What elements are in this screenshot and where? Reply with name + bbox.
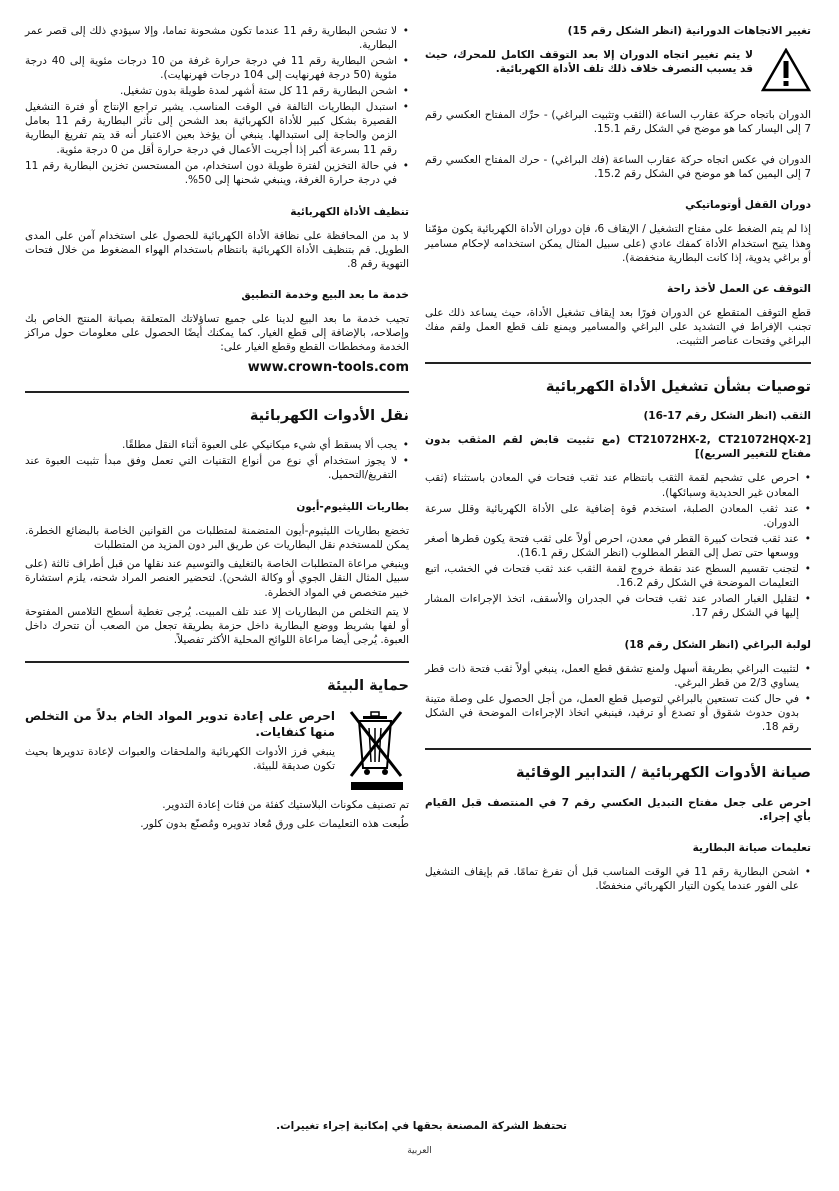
list-item: • اشحن البطارية رقم 11 في درجة حرارة غرفة من 10 درجات مئوية إلى 40 درجة مئوية (50 درجة فهرنهايت إلى 104 درجات فهرنهايت). [25, 54, 409, 82]
list-item: • احرص على تشحيم لقمة الثقب بانتظام عند ثقب فتحات في المعادن باستثناء (ثقب المعادن غير الحديدية وسبائكها). [425, 471, 811, 499]
list-item: • عند ثقب فتحات كبيرة القطر في معدن، احرص أولاً على ثقب فتحة يكون قطرها أصغر ووسعها حتى تصل إلى القطر المطلوب (انظر الشكل رقم 16.1). [425, 532, 811, 560]
autolock-text: إذا لم يتم الضغط على مفتاح التشغيل / الإيقاف 6، فإن دوران الأداة الكهربائية يكون مؤمّنا وهذا يتيح استخدام الأداة كمفك عادي (على سبيل المثال يمكن استخدامه لإحكام مسامير أو براغي يدوية، إذا كانت البطارية منخفضة). [425, 223, 812, 264]
environment-title: حماية البيئة [327, 677, 409, 694]
battery-care-list [425, 865, 811, 893]
transport-list [25, 438, 409, 482]
cleaning-text: لا بد من المحافظة على نظافة الأداة الكهربائية للحصول على استخدام آمن على المدى الطويل. قم بتنظيف الأداة الكهربائية بانتظام باستخدام الهواء المضغوط من خلال فتحات التهوية رقم 8. [25, 229, 409, 270]
list-item: • لتجنب تقسيم السطح عند نقطة خروج لقمة الثقب عند ثقب فتحات في الخشب، اتبع التعليمات الموضحة في الشكل رقم 16.2. [425, 562, 811, 590]
rest-stop-text: قطع التوقف المتقطع عن الدوران فورًا بعد إيقاف تشغيل الأداة، حيث يساعد ذلك على تجنب الإفراط في التشديد على البراغي والمسامير ويمنع تلف قطع العمل ولقم مفك البراغي وفتحات عناصر التثبيت. [425, 306, 811, 347]
section-divider [425, 362, 811, 364]
list-item: • لتثبيت البراغي بطريقة أسهل ولمنع تشقق قطع العمل، ينبغي أولاً ثقب فتحة ذات قطر يساوي 2/3 من قطر البرغي. [425, 662, 811, 690]
environment-text-1: ينبغي فرز الأدوات الكهربائية والملحقات والعبوات لإعادة تدويرها بحيث تكون صديقة للبيئة. [25, 746, 335, 773]
manufacturer-note: تحتفظ الشركة المصنعة بحقها في إمكانية إجراء تغييرات. [276, 1120, 567, 1132]
warning-triangle-icon [761, 48, 811, 96]
service-text: تجيب خدمة ما بعد البيع لدينا على جميع تساؤلاتك المتعلقة بصيانة المنتج الخاص بك وإصلاحه، بالإضافة إلى قطع الغيار. كما يمكنك أيضًا الحصول على معلومات حول مراكز الخدمة ومخططات القطع وقطع الغيار على: [25, 313, 409, 354]
screwing-title: لولبة البراغي (انظر الشكل رقم 18) [624, 639, 811, 652]
rotation-title: تغيير الاتجاهات الدورانية (انظر الشكل رقم 15) [567, 25, 811, 37]
left-column [25, 24, 409, 836]
cleaning-title: تنظيف الأداة الكهربائية [290, 205, 409, 218]
drilling-title: الثقب (انظر الشكل رقم 17-16) [643, 410, 811, 423]
screwing-list [425, 662, 811, 734]
battery-care-list-cont [25, 24, 409, 187]
liion-text-1: تخضع بطاريات الليثيوم-أيون المتضمنة لمتطلبات من القوانين الخاصة بالبضائع الخطرة. يمكن للمستخدم نقل البطاريات عن طريق البر دون المزيد من المتطلبات [25, 525, 409, 552]
list-item: • اشحن البطارية رقم 11 كل ستة أشهر لمدة طويلة بدون تشغيل. [25, 84, 409, 98]
list-item: • اشحن البطارية رقم 11 في الوقت المناسب قبل أن تفرغ تمامًا. قم بإيقاف التشغيل على الفور عندما يكون التيار الكهربائي منخفضًا. [425, 865, 811, 893]
list-item: • عند ثقب المعادن الصلبة، استخدم قوة إضافية على الأداة الكهربائية وقلل سرعة الدوران. [425, 502, 811, 530]
service-title: خدمة ما بعد البيع وخدمة التطبيق [241, 288, 409, 301]
drilling-list [425, 471, 811, 620]
liion-text-3: لا يتم التخلص من البطاريات إلا عند تلف المبيت. يُرجى تغطية أسطح التلامس المفتوحة أو لفها بشريط ووضع البطارية داخل حزمة بطريقة تجعل من الصعب أن تتحرك داخل العبوة. يُرجى أيضا مراعاة اللوائح المحلية الأكثر تفصيلاً. [25, 605, 409, 646]
liion-title: بطاريات الليثيوم-أيون [296, 501, 409, 514]
environment-bold: احرص على إعادة تدوير المواد الخام بدلاً من التخلص منها كنفايات. [25, 709, 335, 740]
rotation-warning-text: لا يتم تغيير اتجاه الدوران إلا بعد التوقف الكامل للمحرك، حيث قد يسبب التصرف خلاف ذلك تلف الأداة الكهربائية. [425, 49, 753, 76]
language-label: العربية [407, 1146, 432, 1156]
rest-stop-title: التوقف عن العمل لأخذ راحة [667, 282, 811, 295]
service-url[interactable]: www.crown-tools.com [247, 360, 409, 376]
rotation-clockwise: الدوران باتجاه حركة عقارب الساعة (الثقب وتثبيت البراغي) - حرِّك المفتاح العكسي رقم 7 إلى اليسار كما هو موضح في الشكل رقم 15.1. [425, 109, 811, 136]
list-item: • لا يجوز استخدام أي نوع من أنواع التقنيات التي تعمل وفق مبدأ تثبيت العبوة عند التفريغ/التحميل. [25, 454, 409, 482]
right-column [425, 24, 811, 899]
transport-title: نقل الأدوات الكهربائية [249, 407, 409, 424]
crossed-bin-icon [345, 708, 409, 798]
rotation-counterclockwise: الدوران في عكس اتجاه حركة عقارب الساعة (فك البراغي) - حرك المفتاح العكسي رقم 7 إلى اليمين كما هو موضح في الشكل رقم 15.2. [425, 154, 811, 181]
environment-text-2: تم تصنيف مكونات البلاستيك كفئة من فئات إعادة التدوير. [162, 799, 409, 812]
autolock-title: دوران القفل أوتوماتيكي [685, 199, 811, 212]
list-item: • لا تشحن البطارية رقم 11 عندما تكون مشحونة تماما، وإلا سيؤدي ذلك إلى قصر عمر البطارية. [25, 24, 409, 52]
maintenance-note: احرص على جعل مفتاح التبديل العكسي رقم 7 في المنتصف قبل القيام بأي إجراء. [425, 796, 811, 823]
liion-text-2: وينبغي مراعاة المتطلبات الخاصة بالتغليف والتوسيم عند نقلها من قبل أطراف ثالثة (على سبيل المثال النقل الجوي أو وكالة الشحن). لتحضير العنصر المراد شحنه، يلزم استشارة خبير متخصص في المواد الخطرة. [25, 558, 409, 599]
list-item: • في حالة التخزين لفترة طويلة دون استخدام، من المستحسن تخزين البطارية رقم 11 في درجة حرارة الغرفة، وينبغي شحنها إلى 50%. [25, 159, 409, 187]
section-divider [425, 748, 811, 750]
environment-text-3: طُبعت هذه التعليمات على ورق مُعاد تدويره ومُصنّع بدون كلور. [140, 818, 409, 831]
models-title: [CT21072HX-2, CT21072HQX-2 (مع تثبيت قابض لقم المثقب بدون مفتاح للتغيير السريع)] [425, 434, 811, 461]
recommendations-title: توصيات بشأن تشغيل الأداة الكهربائية [545, 378, 811, 395]
list-item: • لتقليل الغبار الصادر عند ثقب فتحات في الجدران والأسقف، اتخذ الإجراءات المشار إليها في الشكل رقم 17. [425, 592, 811, 620]
battery-care-title: تعليمات صيانة البطارية [692, 842, 811, 855]
environment-block [25, 708, 409, 798]
maintenance-title: صيانة الأدوات الكهربائية / التدابير الوقائية [515, 765, 811, 782]
section-divider [25, 661, 409, 663]
environment-text [25, 708, 335, 798]
list-item: • يجب ألا يسقط أي شيء ميكانيكي على العبوة أثناء النقل مطلقًا. [25, 438, 409, 452]
rotation-warning [425, 48, 811, 96]
section-divider [25, 391, 409, 393]
list-item: • في حال كنت تستعين بالبراغي لتوصيل قطع العمل، من أجل الحصول على وصلة متينة بدون حدوث شقوق أو تصدع أو ترفيد، فينبغي اتخاذ الإجراءات الموضحة في الشكل رقم 18. [425, 692, 811, 734]
list-item: • استبدل البطاريات التالفة في الوقت المناسب. يشير تراجع الإنتاج أو فترة التشغيل القصيرة بشكل كبير للأداة الكهربائية بعد الشحن إلى تأثر البطارية رقم 11 بعامل الزمن والحاجة إلى استبدالها. ينبغي أن يؤخذ بعين الاعتبار أنه قد يتم تفريغ البطارية رقم 11 بسرعة أكبر إذا أجريت الأعمال في درجة حرارة أقل من 0 درجة مئوية. [25, 100, 409, 156]
